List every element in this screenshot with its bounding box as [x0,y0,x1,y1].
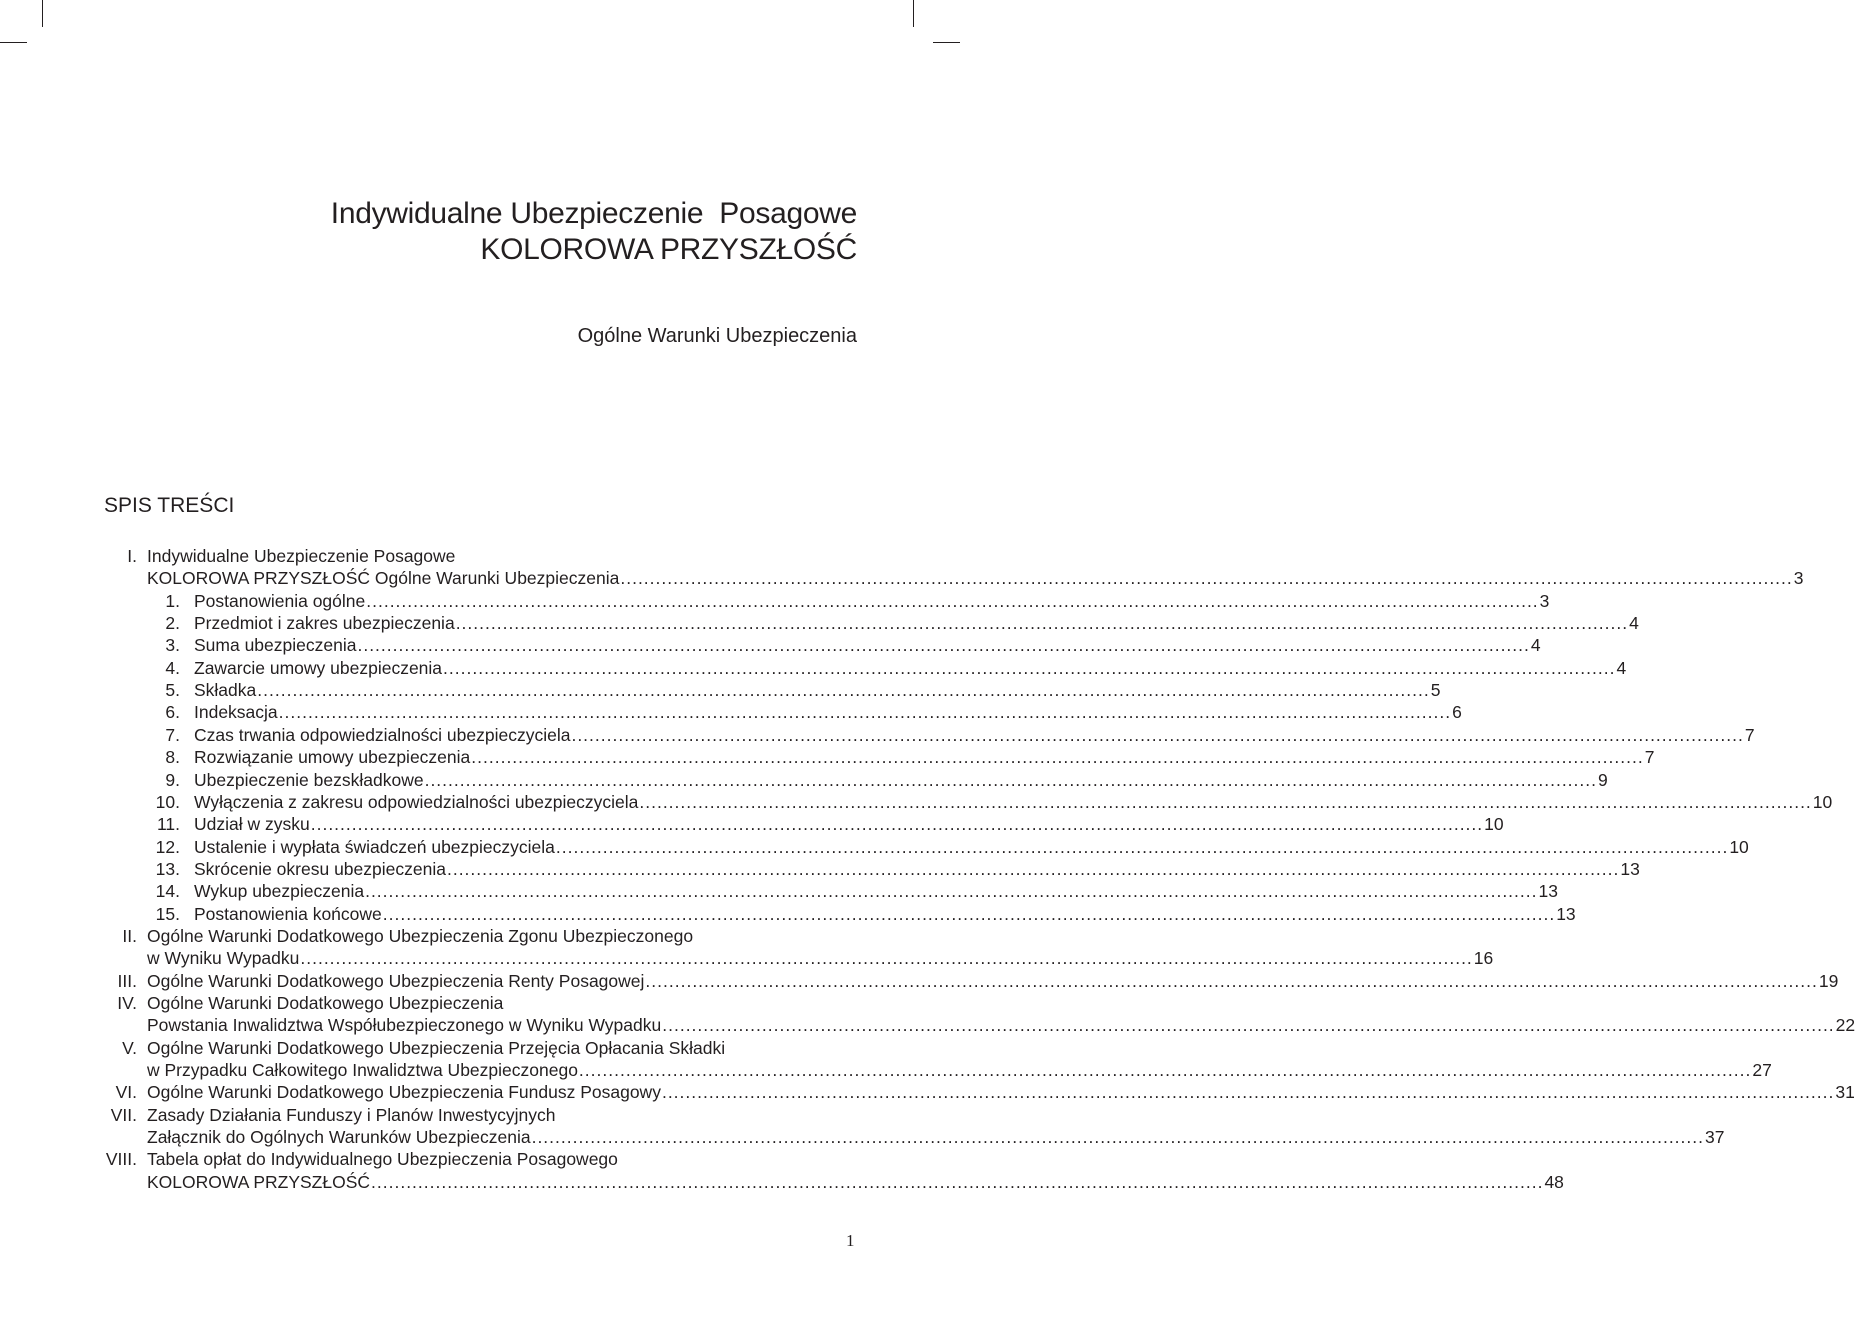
crop-mark-top-left-h [0,42,27,43]
toc-number: V. [122,1037,137,1058]
toc-entry[interactable] [194,679,1441,701]
toc-row [0,1037,960,1059]
toc-entry[interactable] [147,992,503,1014]
toc-row [0,1171,1564,1193]
toc-row [0,1148,960,1170]
toc-number: 9. [165,769,180,790]
toc-entry-title: Tabela opłat do Indywidualnego Ubezpieczenia Posagowego [147,1149,618,1170]
toc-entry[interactable] [194,858,1640,880]
toc-entry-title: Czas trwania odpowiedzialności ubezpieczyciela [194,724,571,745]
toc-entry[interactable] [147,1037,725,1059]
toc-dot-leader: ........................................................................................................................................................................................................ [571,724,1744,745]
toc-dot-leader: ........................................................................................................................................................................................................ [531,1127,1704,1148]
toc-row [0,813,1504,835]
toc-number: II. [122,925,137,946]
toc-page-number: 9 [1598,769,1608,790]
toc-page-number: 3 [1793,568,1804,589]
toc-entry[interactable] [194,634,1541,656]
toc-entry-title: Ubezpieczenie bezskładkowe [194,769,424,790]
toc-page-number: 5 [1430,680,1441,701]
toc-page-number: 48 [1544,1171,1564,1192]
toc-dot-leader: ........................................................................................................................................................................................................ [662,1015,1835,1036]
toc-entry[interactable] [147,1148,618,1170]
toc-number: 5. [165,680,180,701]
toc-row [0,1126,1725,1148]
toc-row [0,836,1749,858]
toc-number: 7. [165,724,180,745]
toc-row [0,634,1541,656]
toc-row [0,925,960,947]
toc-dot-leader: ........................................................................................................................................................................................................ [443,657,1616,678]
toc-entry-title: Powstania Inwalidztwa Współubezpieczonego w Wyniku Wypadku [147,1015,662,1036]
toc-entry[interactable] [194,701,1462,723]
toc-row [0,1081,1855,1103]
toc-number: VIII. [105,1149,137,1170]
toc-row [0,701,1462,723]
toc-number: 3. [165,635,180,656]
toc-row [0,657,1627,679]
toc-entry-title: Skrócenie okresu ubezpieczenia [194,858,446,879]
toc-heading: SPIS TREŚCI [104,494,235,517]
document-title [331,196,857,268]
toc-entry[interactable] [194,657,1627,679]
toc-page-number: 31 [1835,1082,1855,1103]
toc-row [0,1059,1772,1081]
toc-page-number: 3 [1539,590,1550,611]
toc-number: 15. [155,903,180,924]
toc-dot-leader: ........................................................................................................................................................................................................ [300,948,1473,969]
toc-entry[interactable] [147,1014,1855,1036]
toc-page-number: 37 [1705,1127,1725,1148]
crop-mark-top-right-h [933,42,960,43]
toc-dot-leader: ........................................................................................................................................................................................................ [371,1171,1544,1192]
toc-entry-title: Załącznik do Ogólnych Warunków Ubezpieczenia [147,1127,531,1148]
toc-number: 6. [165,702,180,723]
toc-entry-title: Przedmiot i zakres ubezpieczenia [194,613,455,634]
toc-entry[interactable] [194,612,1639,634]
toc-number: IV. [117,993,137,1013]
toc-entry[interactable] [147,1059,1772,1081]
toc-dot-leader: ........................................................................................................................................................................................................ [365,881,1538,902]
title-line-1: Indywidualne Ubezpieczenie Posagowe [330,197,857,230]
crop-mark-top-right [913,0,914,27]
toc-entry[interactable] [147,925,693,947]
toc-page-number: 4 [1616,657,1627,678]
toc-entry[interactable] [147,970,1839,992]
toc-entry[interactable] [147,1104,556,1126]
toc-entry-title: Wyłączenia z zakresu odpowiedzialności ubezpieczyciela [194,791,639,812]
toc-dot-leader: ........................................................................................................................................................................................................ [471,747,1644,768]
toc-page-number: 7 [1644,747,1655,768]
toc-row [0,679,1441,701]
toc-row [0,545,960,567]
toc-entry[interactable] [147,1081,1855,1103]
toc-entry-title: Udział w zysku [194,814,310,835]
toc-entry-title: Ogólne Warunki Dodatkowego Ubezpieczenia Zgonu Ubezpieczonego [147,925,694,946]
toc-entry-title: w Przypadku Całkowitego Inwalidztwa Ubezpieczonego [147,1060,578,1081]
toc-number: 11. [156,814,180,835]
toc-page-number: 4 [1530,635,1541,656]
toc-dot-leader: ........................................................................................................................................................................................................ [366,590,1539,611]
toc-entry-title: Postanowienia końcowe [194,903,382,924]
toc-entry-title: Wykup ubezpieczenia [194,881,365,902]
toc-entry[interactable] [194,903,1576,925]
toc-dot-leader: ........................................................................................................................................................................................................ [382,903,1556,924]
toc-entry-title: Zasady Działania Funduszy i Planów Inwestycyjnych [147,1104,556,1125]
crop-mark-top-left [42,0,43,27]
toc-number: 2. [165,613,180,634]
toc-number: 8. [165,747,180,768]
toc-dot-leader: ........................................................................................................................................................................................................ [357,635,1530,656]
toc-entry[interactable] [194,880,1558,902]
toc-number: 4. [165,657,180,678]
toc-dot-leader: ........................................................................................................................................................................................................ [455,613,1629,634]
toc-page-number: 10 [1484,814,1504,835]
toc-entry-title: Indywidualne Ubezpieczenie Posagowe [147,546,456,566]
toc-page-number: 4 [1629,613,1639,634]
toc-number: 1. [165,590,180,611]
toc-row [0,746,1655,768]
toc-entry-title: Ogólne Warunki Dodatkowego Ubezpieczenia Renty Posagowej [147,970,645,991]
toc-entry-title: Składka [194,680,257,701]
toc-dot-leader: ........................................................................................................................................................................................................ [578,1060,1752,1081]
title-line-2: KOLOROWA PRZYSZŁOŚĆ [480,233,857,266]
toc-dot-leader: ........................................................................................................................................................................................................ [446,858,1620,879]
toc-entry-title: Ogólne Warunki Dodatkowego Ubezpieczenia [147,993,504,1013]
page-number: 1 [846,1231,855,1250]
toc-row [0,769,1608,791]
toc-entry[interactable] [147,1126,1725,1148]
toc-entry-title: Zawarcie umowy ubezpieczenia [194,657,443,678]
toc-entry[interactable] [147,1171,1564,1193]
toc-entry-title: Indeksacja [194,702,278,723]
toc-page-number: 16 [1473,948,1494,969]
toc-row [0,992,960,1014]
toc-row [0,903,1576,925]
toc-dot-leader: ........................................................................................................................................................................................................ [257,680,1430,701]
toc-page-number: 6 [1452,702,1462,723]
toc-page-number: 13 [1538,881,1558,902]
toc-page-number: 7 [1744,724,1755,745]
toc-dot-leader: ........................................................................................................................................................................................................ [555,836,1729,857]
toc-row [0,612,1639,634]
toc-row [0,880,1558,902]
toc-row [0,791,1833,813]
toc-entry[interactable] [194,590,1550,612]
toc-entry[interactable] [194,746,1655,768]
toc-page-number: 13 [1620,858,1640,879]
toc-row [0,858,1640,880]
toc-dot-leader: ........................................................................................................................................................................................................ [661,1082,1835,1103]
toc-dot-leader: ........................................................................................................................................................................................................ [310,814,1484,835]
toc-entry[interactable] [194,769,1608,791]
toc-row [0,567,1804,589]
toc-row [0,1104,960,1126]
toc-number: 14. [155,881,180,902]
toc-entry[interactable] [194,791,1833,813]
toc-row [0,724,1755,746]
toc-number: 10. [155,791,180,812]
toc-entry-title: Ustalenie i wypłata świadczeń ubezpieczyciela [194,836,555,857]
toc-entry-title: Suma ubezpieczenia [194,635,357,656]
toc-entry-title: Rozwiązanie umowy ubezpieczenia [194,747,471,768]
toc-entry-title: Ogólne Warunki Dodatkowego Ubezpieczenia Przejęcia Opłacania Składki [147,1037,726,1058]
toc-dot-leader: ........................................................................................................................................................................................................ [645,970,1818,991]
toc-row [0,590,1550,612]
toc-dot-leader: ........................................................................................................................................................................................................ [639,791,1812,812]
toc-page-number: 19 [1818,970,1839,991]
toc-entry-title: w Wyniku Wypadku [147,948,300,969]
toc-entry[interactable] [147,947,1494,969]
toc-number: 13. [155,858,180,879]
toc-entry[interactable] [147,567,1804,589]
toc-entry-title: Postanowienia ogólne [194,590,366,611]
toc-number: 12. [155,836,180,857]
toc-number: I. [127,546,137,566]
toc-entry[interactable] [147,545,455,567]
toc-dot-leader: ........................................................................................................................................................................................................ [424,769,1597,790]
toc-number: VII. [110,1104,137,1125]
toc-row [0,1014,1855,1036]
toc-dot-leader: ........................................................................................................................................................................................................ [278,702,1452,723]
toc-page-number: 27 [1752,1060,1772,1081]
toc-entry[interactable] [194,813,1504,835]
toc-entry-title: KOLOROWA PRZYSZŁOŚĆ Ogólne Warunki Ubezpieczenia [147,568,620,589]
toc-entry-title: KOLOROWA PRZYSZŁOŚĆ [147,1171,371,1192]
toc-number: VI. [115,1082,137,1103]
toc-page-number: 10 [1729,836,1749,857]
toc-page-number: 22 [1835,1015,1855,1036]
toc-entry-title: Ogólne Warunki Dodatkowego Ubezpieczenia Fundusz Posagowy [147,1082,661,1103]
document-subtitle: Ogólne Warunki Ubezpieczenia [577,325,857,347]
toc-entry[interactable] [194,724,1755,746]
toc-dot-leader: ........................................................................................................................................................................................................ [620,568,1793,589]
toc-row [0,947,1494,969]
toc-entry[interactable] [194,836,1749,858]
toc-row [0,970,1839,992]
toc-page-number: 13 [1556,903,1576,924]
toc-page-number: 10 [1812,791,1833,812]
toc-number: III. [117,970,137,991]
